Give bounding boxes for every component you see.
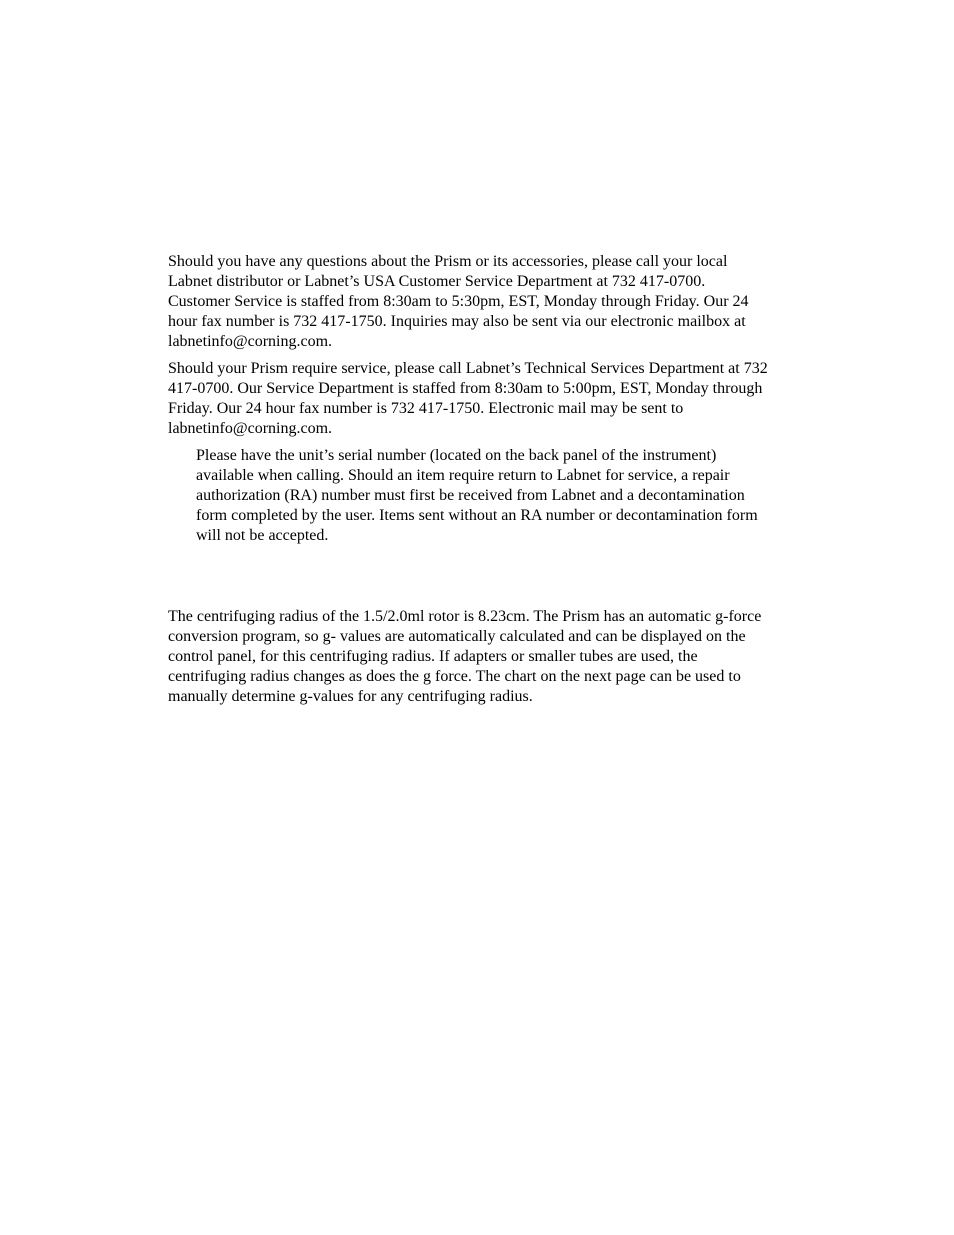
text-line: Customer Service is staffed from 8:30am to 5:30pm, EST, Monday through Friday. Our 24 bbox=[168, 293, 749, 310]
text-line: labnetinfo@corning.com. bbox=[168, 333, 333, 350]
text-line: The centrifuging radius of the 1.5/2.0ml rotor is 8.23cm. The Prism has an automatic g-force bbox=[168, 608, 762, 625]
text-line: Labnet distributor or Labnet’s USA Customer Service Department at 732 417-0700. bbox=[168, 273, 706, 290]
text-line: Should your Prism require service, please call Labnet’s Technical Services Department at 732 bbox=[168, 360, 768, 377]
text-line: Please have the unit’s serial number (located on the back panel of the instrument) bbox=[196, 447, 717, 464]
text-line: available when calling. Should an item require return to Labnet for service, a repair bbox=[196, 467, 730, 484]
paragraph-centrifuging-radius bbox=[168, 607, 761, 707]
text-line: control panel, for this centrifuging radius. If adapters or smaller tubes are used, the bbox=[168, 648, 698, 665]
text-line: Should you have any questions about the Prism or its accessories, please call your local bbox=[168, 253, 728, 270]
text-line: manually determine g-values for any centrifuging radius. bbox=[168, 688, 533, 705]
text-line: labnetinfo@corning.com. bbox=[168, 420, 333, 437]
text-line: authorization (RA) number must first be received from Labnet and a decontamination bbox=[196, 487, 745, 504]
text-line: Friday. Our 24 hour fax number is 732 417-1750. Electronic mail may be sent to bbox=[168, 400, 684, 417]
paragraph-customer-service bbox=[168, 252, 749, 352]
text-line: hour fax number is 732 417-1750. Inquiries may also be sent via our electronic mailbox at bbox=[168, 313, 746, 330]
paragraph-return-authorization bbox=[196, 446, 758, 546]
paragraph-technical-service bbox=[168, 359, 768, 439]
text-line: will not be accepted. bbox=[196, 527, 329, 544]
text-line: centrifuging radius changes as does the g force. The chart on the next page can be used to bbox=[168, 668, 741, 685]
text-line: 417-0700. Our Service Department is staffed from 8:30am to 5:00pm, EST, Monday through bbox=[168, 380, 763, 397]
text-line: conversion program, so g- values are automatically calculated and can be displayed on the bbox=[168, 628, 746, 645]
text-line: form completed by the user. Items sent without an RA number or decontamination form bbox=[196, 507, 758, 524]
